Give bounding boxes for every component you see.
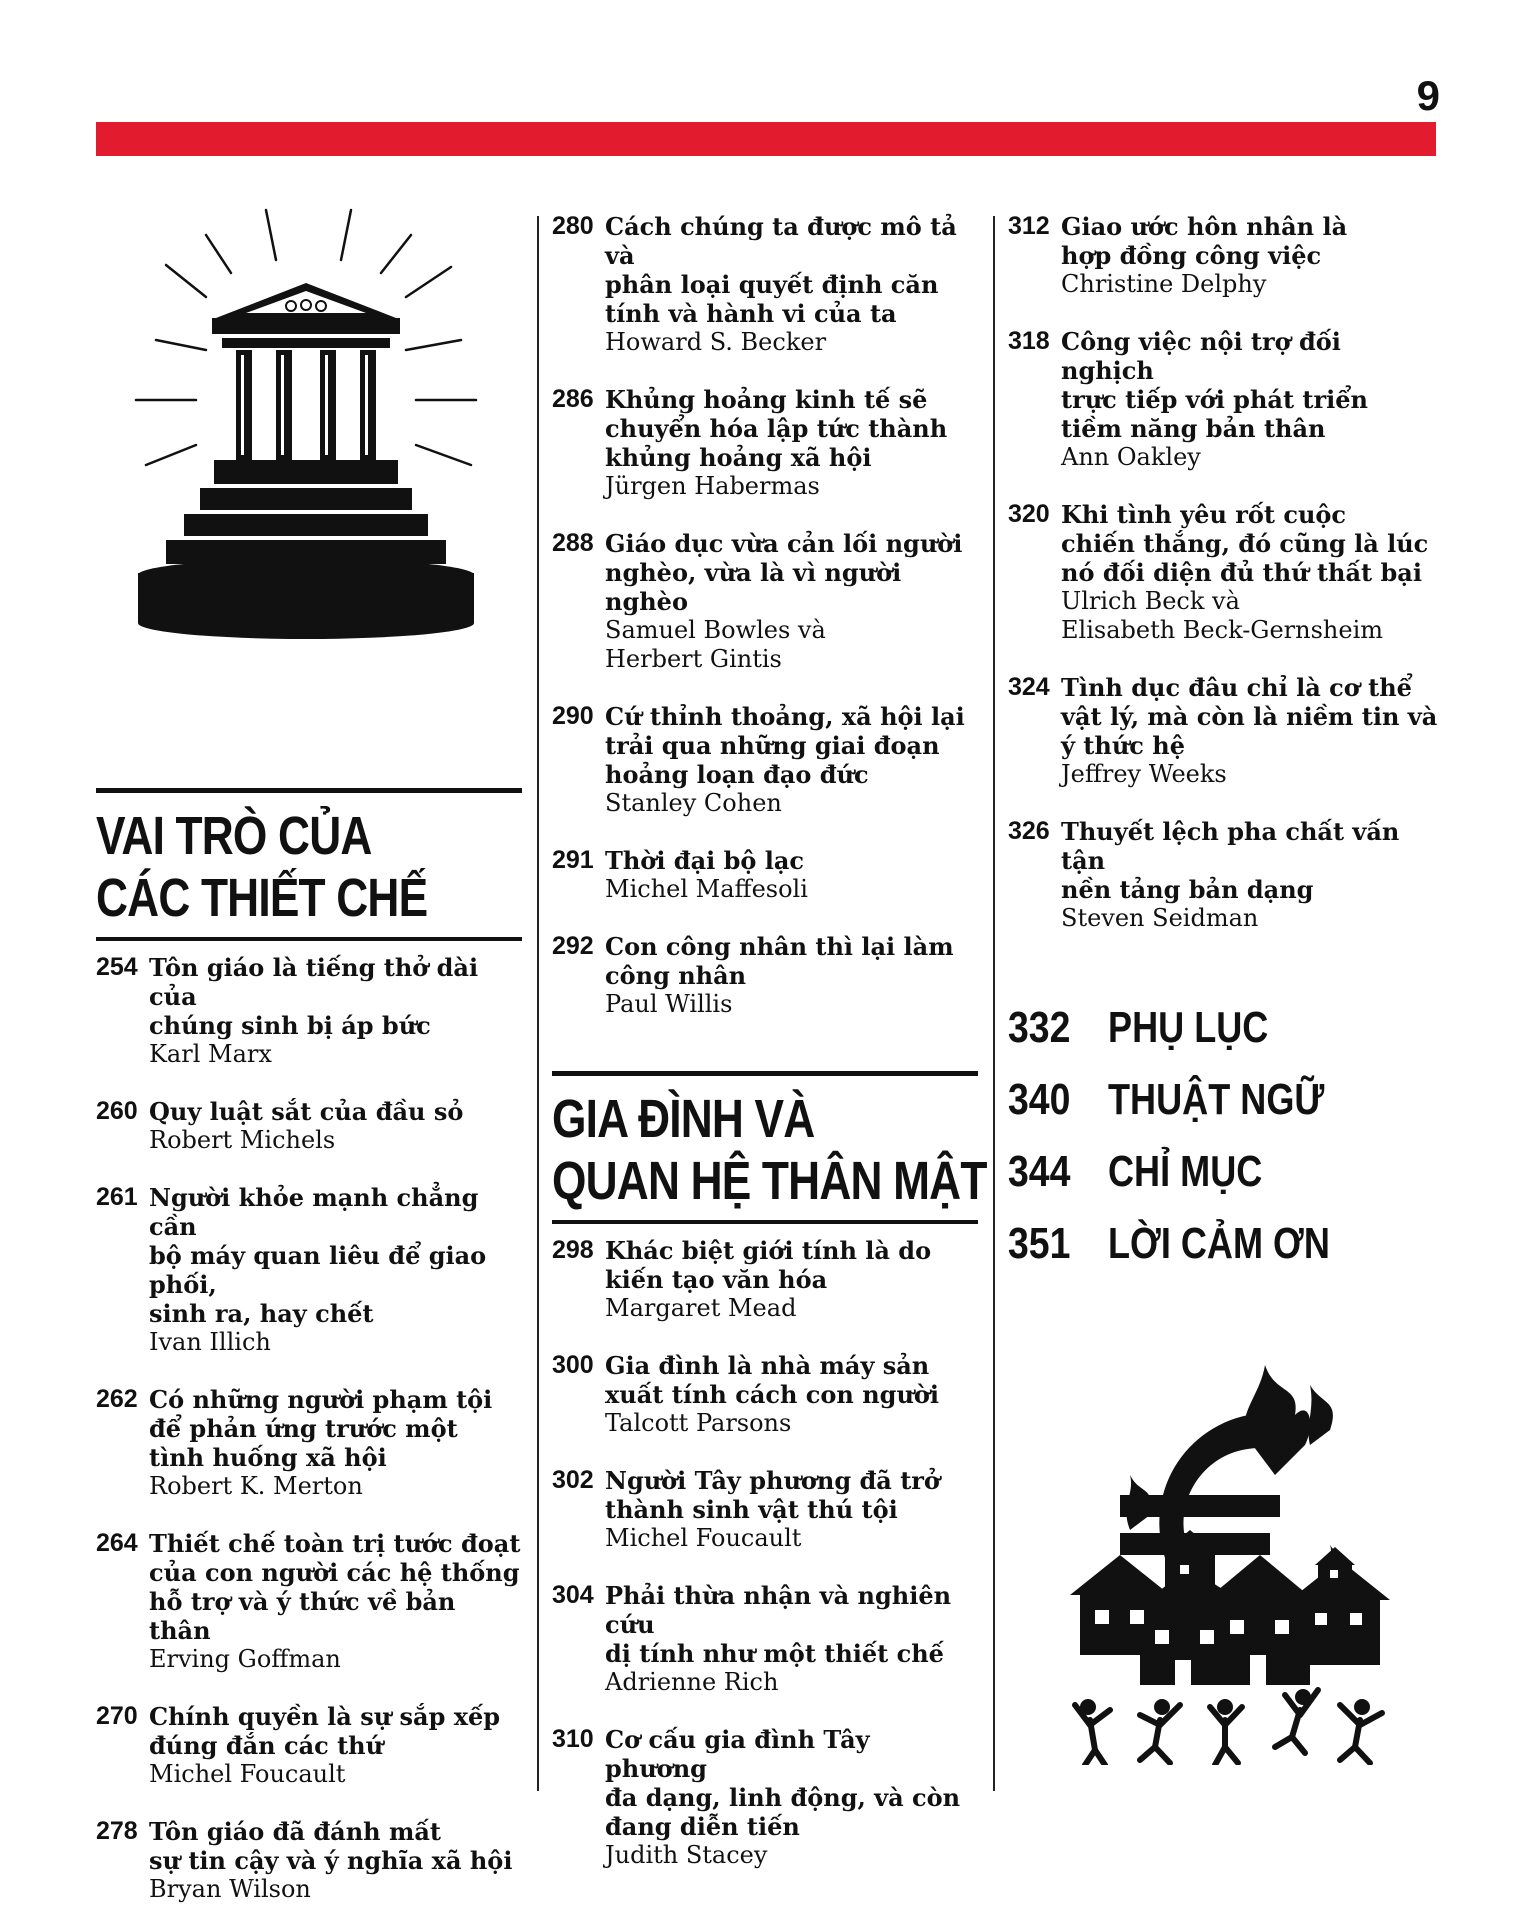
entry-title-line: xuất tính cách con người [605,1380,940,1409]
entry-title-line: đúng đắn các thứ [149,1731,384,1760]
entry-title-line: Cách chúng ta được mô tả và [605,212,957,270]
entry-list [552,1236,978,1870]
entry-title-line: Cứ thỉnh thoảng, xã hội lại [605,702,965,731]
entry-title-line: Khi tình yêu rốt cuộc [1061,500,1347,529]
entry-title-line: Khác biệt giới tính là do [605,1236,932,1265]
entry-title-line: ý thức hệ [1061,731,1185,760]
entry-title-line: chuyển hóa lập tức thành [605,414,948,443]
entry-title-line: dị tính như một thiết chế [605,1639,944,1668]
entry-text [605,932,978,1019]
entry-author: Paul Willis [605,990,733,1018]
entry-text [605,385,978,501]
entry-title-line: nền tảng bản dạng [1061,875,1314,904]
entry-title-line: kiến tạo văn hóa [605,1265,828,1294]
entry-page-number: 302 [552,1466,594,1494]
entry-author: Robert Michels [149,1126,336,1154]
section-header-institutions [96,788,522,941]
section-title-line: GIA ĐÌNH VÀ [552,1089,815,1149]
entry-author: Karl Marx [149,1040,272,1068]
entry-title-line: Chính quyền là sự sắp xếp [149,1702,501,1731]
entry-page-number: 254 [96,953,138,981]
toc-entry [1008,327,1440,472]
section-title-line: VAI TRÒ CỦA [96,806,372,866]
entry-text [605,846,978,904]
entry-page-number: 320 [1008,500,1050,528]
toc-entry [96,953,522,1069]
appendix-entry [1008,1219,1440,1269]
entry-page-number: 278 [96,1817,138,1845]
entry-title-line: Khủng hoảng kinh tế sẽ [605,385,928,414]
entry-author: Adrienne Rich [605,1668,779,1696]
entry-title-line: sự tin cậy và ý nghĩa xã hội [149,1846,513,1875]
entry-author: Jeffrey Weeks [1061,760,1227,788]
toc-entry [552,1725,978,1870]
entry-page-number: 264 [96,1529,138,1557]
entry-list [552,212,978,1019]
entry-author: Howard S. Becker [605,328,827,356]
entry-title-line: tình huống xã hội [149,1443,387,1472]
entry-title-line: Con công nhân thì lại làm [605,932,954,961]
entry-page-number: 318 [1008,327,1050,355]
entry-author: Michel Maffesoli [605,875,808,903]
entry-list [96,953,522,1904]
entry-title-line: Gia đình là nhà máy sản [605,1351,930,1380]
entry-title-line: nghèo, vừa là vì người nghèo [605,558,902,616]
entry-author: Herbert Gintis [605,645,782,673]
toc-entry [552,385,978,501]
toc-entry [552,529,978,674]
entry-title-line: tiềm năng bản thân [1061,414,1326,443]
toc-entry [552,1236,978,1323]
entry-author: Ulrich Beck và [1061,587,1240,615]
entry-author: Robert K. Merton [149,1472,363,1500]
entry-title-line: chúng sinh bị áp bức [149,1011,431,1040]
toc-entry [552,212,978,357]
entry-title-line: trực tiếp với phát triển [1061,385,1368,414]
entry-author: Elisabeth Beck-Gernsheim [1061,616,1384,644]
entry-title-line: chiến thắng, đó cũng là lúc [1061,529,1429,558]
entry-page-number: 291 [552,846,594,874]
entry-title-line: nó đối diện đủ thứ thất bại [1061,558,1422,587]
entry-page-number: 304 [552,1581,594,1609]
toc-entry [1008,673,1440,789]
column-1 [96,788,522,1932]
entry-text [605,1236,978,1323]
entry-page-number: 280 [552,212,594,240]
entry-title-line: Thuyết lệch pha chất vấn tận [1061,817,1400,875]
appendix-page-number: 340 [1008,1075,1071,1124]
toc-entry [96,1183,522,1357]
column-3 [1008,212,1440,1291]
entry-title-line: thành sinh vật thú tội [605,1495,898,1524]
entry-title-line: Thiết chế toàn trị tước đoạt [149,1529,521,1558]
entry-page-number: 310 [552,1725,594,1753]
entry-title-line: Có những người phạm tội [149,1385,493,1414]
entry-title-line: Tình dục đâu chỉ là cơ thể [1061,673,1412,702]
entry-list [1008,212,1440,933]
entry-title-line: Tôn giáo đã đánh mất [149,1817,441,1846]
entry-text [149,1183,522,1357]
appendix-page-number: 332 [1008,1003,1071,1052]
entry-title-line: trải qua những giai đoạn [605,731,940,760]
header-red-bar [96,122,1436,156]
entry-page-number: 286 [552,385,594,413]
entry-title-line: Giao ước hôn nhân là [1061,212,1348,241]
toc-entry [96,1385,522,1501]
entry-title-line: của con người các hệ thống [149,1558,520,1587]
section-header-family [552,1071,987,1224]
entry-page-number: 270 [96,1702,138,1730]
appendix-entry [1008,1003,1440,1053]
entry-title-line: Công việc nội trợ đối nghịch [1061,327,1341,385]
entry-author: Bryan Wilson [149,1875,311,1903]
entry-text [605,529,978,674]
entry-author: Samuel Bowles và [605,616,826,644]
column-divider [537,216,539,1791]
entry-text [149,1529,522,1674]
entry-title-line: bộ máy quan liêu để giao phối, [149,1241,487,1299]
entry-title-line: hoảng loạn đạo đức [605,760,869,789]
entry-text [149,953,522,1069]
entry-text [149,1385,522,1501]
entry-title-line: công nhân [605,961,747,990]
entry-author: Talcott Parsons [605,1409,792,1437]
appendix-title: CHỈ MỤC [1108,1147,1263,1196]
entry-page-number: 324 [1008,673,1050,701]
toc-entry [552,846,978,904]
entry-title-line: hợp đồng công việc [1061,241,1322,270]
entry-text [605,1581,978,1697]
burning-euro-houses-icon [1060,1355,1400,1765]
entry-text [149,1817,522,1904]
appendix-page-number: 344 [1008,1147,1071,1196]
toc-entry [1008,817,1440,933]
toc-entry [552,1351,978,1438]
entry-author: Michel Foucault [149,1760,346,1788]
entry-title-line: Tôn giáo là tiếng thở dài của [149,953,479,1011]
entry-text [1061,327,1440,472]
toc-entry [552,932,978,1019]
entry-author: Ann Oakley [1061,443,1201,471]
toc-entry [1008,212,1440,299]
page-number: 9 [1416,72,1440,119]
appendix-list [1008,1003,1440,1269]
toc-entry [552,1466,978,1553]
entry-text [149,1702,522,1789]
toc-entry [96,1097,522,1155]
entry-title-line: Người Tây phương đã trở [605,1466,940,1495]
toc-entry [96,1529,522,1674]
entry-page-number: 262 [96,1385,138,1413]
section-title-line: QUAN HỆ THÂN MẬT [552,1151,987,1211]
entry-text [605,702,978,818]
entry-text [1061,817,1440,933]
entry-page-number: 326 [1008,817,1050,845]
entry-title-line: đa dạng, linh động, và còn [605,1783,961,1812]
entry-title-line: khủng hoảng xã hội [605,443,872,472]
entry-title-line: Phải thừa nhận và nghiên cứu [605,1581,952,1639]
appendix-entry [1008,1147,1440,1197]
entry-author: Ivan Illich [149,1328,271,1356]
appendix-title: LỜI CẢM ƠN [1108,1219,1330,1268]
entry-author: Christine Delphy [1061,270,1267,298]
toc-entry [552,702,978,818]
entry-page-number: 300 [552,1351,594,1379]
entry-title-line: vật lý, mà còn là niềm tin và [1061,702,1438,731]
entry-page-number: 261 [96,1183,138,1211]
entry-title-line: Quy luật sắt của đầu sỏ [149,1097,464,1126]
entry-author: Margaret Mead [605,1294,797,1322]
entry-title-line: đang diễn tiến [605,1812,800,1841]
column-2 [552,212,987,1898]
entry-text [605,1725,978,1870]
appendix-page-number: 351 [1008,1219,1071,1268]
entry-author: Steven Seidman [1061,904,1259,932]
entry-text [1061,212,1440,299]
entry-page-number: 292 [552,932,594,960]
temple-on-pedestal-icon [126,205,486,645]
entry-author: Michel Foucault [605,1524,802,1552]
appendix-entry [1008,1075,1440,1125]
toc-entry [96,1702,522,1789]
entry-author: Judith Stacey [605,1841,768,1869]
entry-page-number: 298 [552,1236,594,1264]
entry-title-line: Giáo dục vừa cản lối người [605,529,963,558]
toc-entry [1008,500,1440,645]
entry-title-line: phân loại quyết định căn [605,270,939,299]
entry-title-line: tính và hành vi của ta [605,299,897,328]
appendix-title: PHỤ LỤC [1108,1003,1269,1052]
entry-author: Erving Goffman [149,1645,341,1673]
entry-title-line: để phản ứng trước một [149,1414,458,1443]
entry-title-line: hỗ trợ và ý thức về bản thân [149,1587,456,1645]
entry-author: Stanley Cohen [605,789,782,817]
entry-title-line: Cơ cấu gia đình Tây phương [605,1725,870,1783]
appendix-title: THUẬT NGỮ [1108,1075,1325,1124]
entry-page-number: 288 [552,529,594,557]
toc-entry [552,1581,978,1697]
column-divider [993,216,995,1791]
entry-text [149,1097,522,1155]
toc-entry [96,1817,522,1904]
entry-text [1061,673,1440,789]
entry-title-line: Người khỏe mạnh chẳng cần [149,1183,479,1241]
entry-text [1061,500,1440,645]
section-title-line: CÁC THIẾT CHẾ [96,868,428,928]
entry-page-number: 312 [1008,212,1050,240]
entry-text [605,1466,978,1553]
entry-page-number: 290 [552,702,594,730]
entry-page-number: 260 [96,1097,138,1125]
entry-title-line: sinh ra, hay chết [149,1299,374,1328]
entry-text [605,1351,978,1438]
entry-author: Jürgen Habermas [605,472,820,500]
entry-title-line: Thời đại bộ lạc [605,846,805,875]
entry-text [605,212,978,357]
